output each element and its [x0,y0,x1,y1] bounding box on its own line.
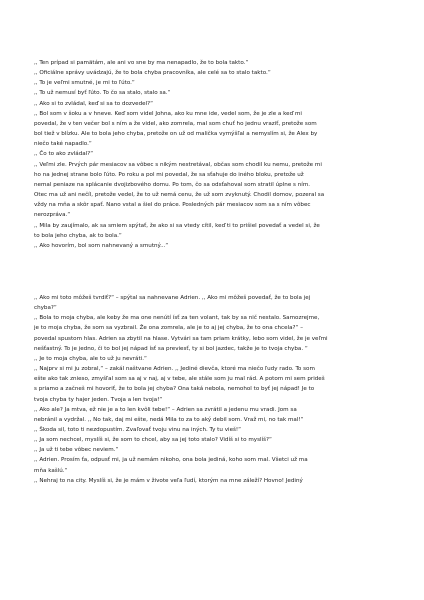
text-line: ,, Ako ale? Ja mtva, ež nie je a to len kvôli tebe!“ – Adrien sa zvrátil a jedenu mu vradi. Jom sa [34,406,297,413]
text-line: ,, Najprv si mi ju zobral,“ – zakál naštvane Adrien. ,, Jediné dievča, ktoré ma niečo ľudy rado. To som [34,366,315,373]
text-line: niečo také napadlo.“ [34,141,92,148]
text-line: ,, Veľmi zle. Prvých pár mesiacov sa vôbec s nikým nestretával, občas som chodil ku nemu, pretože mi [34,161,322,168]
text-line: ,, Ako hovorím, bol som nahnevaný a smutný...“ [34,242,169,249]
text-line: povedal spustom hlas. Adrien sa zbytil na hlase. Vytvári sa tam priam krátky, lebo som videl, že je veľmi [34,335,328,342]
text-line: ,, Bol som v šoku a v hneve. Keď som videl Johna, ako ku mne ide, vedel som, že je zle a keď mi [34,110,302,117]
text-line: ešte ako tak znieso, zmyšľal som sa aj v naj, aj v tebe, ale stále som ju mal rád. A potom mi sem prideš [34,376,325,383]
text-line: to bola jeho chyba, ak to bola.“ [34,232,122,239]
text-line: nešťastný. To je jedno, či to bol jej nápad ísť sa previesť, ty si bol jazdec, takže je to tvoja chyba. “ [34,345,308,352]
text-line: ,, Je to moja chyba, ale to už ju nevráti.“ [34,355,147,362]
dialogue-section-1 [34,58,390,251]
text-line: nemal peniaze na splácanie dvojizbového domu. Po tom, čo sa odsťahoval som stratil úplne s ním. [34,181,311,188]
text-line: ,, Ako mi toto môžeš tvrdiť?“ – spýtal sa nahnevane Adrien. ,, Ako mi môžeš povedať, že to bola jej [34,294,311,301]
text-line: s priamo a začneš mi hovoriť, že to bola jej chyba? Ona taká nebola, nemohol to byť jej nápad! Je to [34,386,315,393]
text-line: tvoja chyba ty hajer jeden. Tvoja a len tvoja!“ [34,396,163,403]
text-line: nerozpráva.“ [34,212,71,219]
text-line: nebránil a vydržal. ,, No tak, daj mi ešte, nedá Mila to za to aký debil som. Vraž mi, no tak mal!“ [34,416,304,423]
text-line: ,, Nehraj to na city. Myslíš si, že je mám v živote veľa ľudí, ktorým na mne záleží? Hovno! Jediný [34,477,303,484]
text-line: ,, Oficiálne správy uvádzajú, že to bola chyba pracovníka, ale celé sa to stalo takto.“ [34,70,271,77]
text-line: chyba?“ [34,305,57,312]
text-line: ,, To už nemusí byť ľúto. To čo sa stalo, stalo sa.“ [34,90,171,97]
text-line: Otec ma už ani nečíl, pretože vedel, že to už nemá cenu, že už som zvyknutý. Chodil domov, pozeral sa [34,192,325,199]
text-line: bol tiež v blízku. Ale to bola jeho chyba, pretože on už od malička vymýšľal a nemyslím si, že Alex by [34,131,318,138]
text-line: mňa kašlú.“ [34,467,68,474]
text-line: ,, Ako si to zvládal, keď si sa to dozvedel?“ [34,100,154,107]
section-gap [34,251,390,293]
text-line: ,, Ten prípad si pamätám, ale ani vo sne by ma nenapadlo, že to bola takto.“ [34,60,249,66]
text-line: ,, To je veľmi smutné, je mi to ľúto.“ [34,80,135,87]
text-line: povedal, že v ten večer bol s ním a že videl, ako zomrela, mal som chuť ho jednu vraziť, pretože som [34,120,317,127]
text-line: ,, Bola to moja chyba, ale keby že ma one nenútí ísť za ten volant, tak by sa nič nestalo. Samozrejme, [34,315,320,322]
text-line: ,, Škoda sil, toto ti nezdopustím. Zvaľovať tvoju vinu na iných. Ty tu vieš!“ [34,427,242,433]
text-line: ,, Adrien. Prosím ťa, odpusť mi, ja už nemám nikoho, ona bola jediná, koho som mal. Všetci už ma [34,457,308,464]
text-line: ho na jednej strane bolo ľúto. Po roku a pol mi povedal, že sa sťahuje do iného bloku, pretože už [34,171,304,178]
text-line: ,, Mila by zaujímalo, ak sa smiem spýtať, že ako si sa vtedy cítil, keď ti to prišiel povedať a vedel si, že [34,222,320,229]
text-line: je to moja chyba, že som sa vyzbrail. Že ona zomrela, ale je to aj jej chyba, že to ona chcela?“ – [34,325,303,332]
text-line: ,, Ja som nechcel, myslíš si, že som to chcel, aby sa jej toto stalo? Vidíš si to myslíš?“ [34,437,272,444]
dialogue-section-2 [34,293,390,486]
text-line: ,, Ja už ti tebe vôbec neviem.“ [34,447,119,454]
text-line: vždy na mňa a skôr spať. Nano vstal a šiel do práce. Posledných pár mesiacov som sa s ním vôbec [34,202,311,209]
text-line: ,, Čo to ako zvládal?“ [34,151,94,158]
